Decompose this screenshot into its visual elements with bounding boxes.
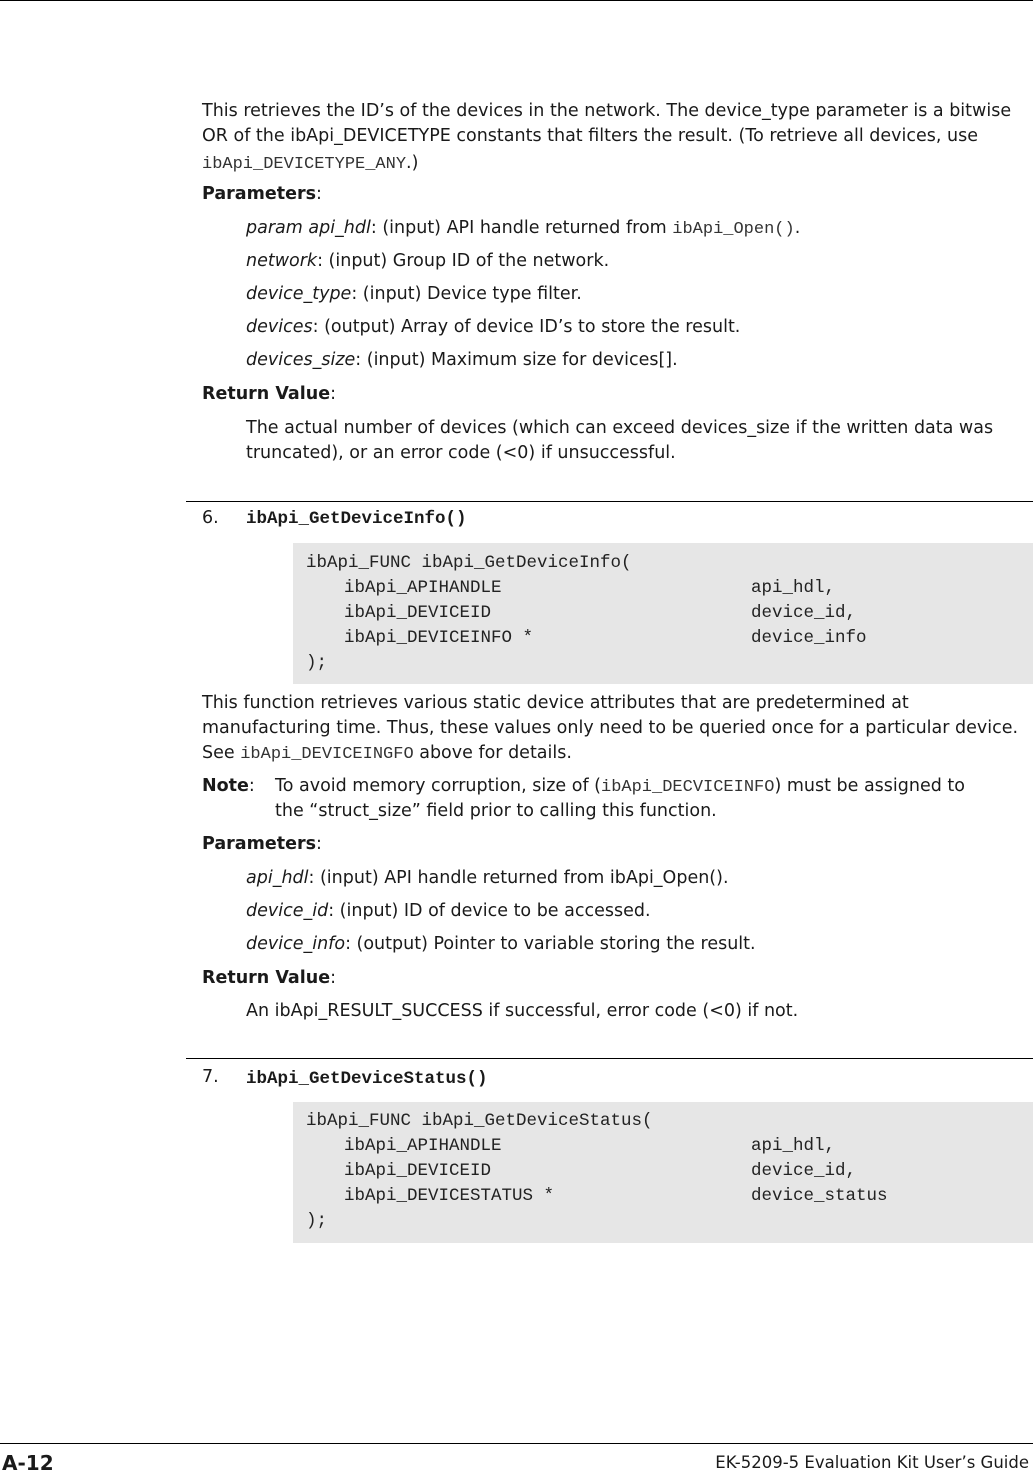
param-item: device_info: (output) Pointer to variable storing the result. [246,934,756,954]
code-var: device_status [751,1186,888,1206]
param-item: device_id: (input) ID of device to be accessed. [246,901,651,921]
section-divider [186,501,1033,502]
desc-line-3: See ibApi_DEVICEINGFO above for details. [202,743,572,764]
param-item: device_type: (input) Device type filter. [246,284,582,304]
code-var: api_hdl, [751,1136,836,1156]
code-block [293,543,1033,684]
intro-line-3: ibApi_DEVICETYPE_ANY.) [202,153,419,174]
top-rule [0,0,1033,1]
code-var: device_id, [751,603,857,623]
parameters-heading: Parameters: [202,184,322,204]
param-item: param api_hdl: (input) API handle returned from ibApi_Open(). [246,218,801,239]
code-block [293,1102,1033,1243]
code-close: ); [306,1211,328,1231]
code-close: ); [306,653,328,673]
code-var: device_info [751,628,867,648]
intro-line-1: This retrieves the ID’s of the devices in the network. The device_type parameter is a bitwise [202,101,1012,121]
code-type: ibApi_DEVICEID [344,603,492,623]
section-number: 7. [202,1067,219,1087]
device-type-any-code: ibApi_DEVICETYPE_ANY [202,155,407,174]
note-label: Note: [202,776,255,796]
code-open: ibApi_FUNC ibApi_GetDeviceStatus( [306,1111,653,1131]
note-line-2: the “struct_size” field prior to calling this function. [275,801,717,821]
page-number: A-12 [2,1451,54,1475]
code-type: ibApi_DEVICESTATUS * [344,1186,555,1206]
param-item: devices: (output) Array of device ID’s to store the result. [246,317,741,337]
code-var: api_hdl, [751,578,836,598]
code-type: ibApi_DEVICEID [344,1161,492,1181]
code-var: device_id, [751,1161,857,1181]
param-item: api_hdl: (input) API handle returned from ibApi_Open(). [246,868,729,888]
desc-line-2: manufacturing time. Thus, these values only need to be queried once for a particular device. [202,718,1019,738]
footer-rule [0,1443,1033,1444]
section-title: ibApi_GetDeviceInfo() [246,509,467,529]
param-item: network: (input) Group ID of the network. [246,251,610,271]
return-value-heading: Return Value: [202,968,336,988]
code-type: ibApi_DEVICEINFO * [344,628,534,648]
intro-line-2: OR of the ibApi_DEVICETYPE constants that filters the result. (To retrieve all devices, use [202,126,978,146]
return-line-2: truncated), or an error code (<0) if unsuccessful. [246,443,676,463]
return-text: An ibApi_RESULT_SUCCESS if successful, error code (<0) if not. [246,1001,799,1021]
param-item: devices_size: (input) Maximum size for devices[]. [246,350,678,370]
guide-title: EK-5209-5 Evaluation Kit User’s Guide [715,1453,1029,1472]
code-open: ibApi_FUNC ibApi_GetDeviceInfo( [306,553,632,573]
section-title: ibApi_GetDeviceStatus() [246,1069,488,1089]
note-line-1: To avoid memory corruption, size of (ibApi_DECVICEINFO) must be assigned to [275,776,965,797]
section-number: 6. [202,508,219,528]
code-type: ibApi_APIHANDLE [344,578,502,598]
section-divider [186,1058,1033,1059]
code-type: ibApi_APIHANDLE [344,1136,502,1156]
parameters-heading: Parameters: [202,834,322,854]
return-value-heading: Return Value: [202,384,336,404]
desc-line-1: This function retrieves various static device attributes that are predetermined at [202,693,909,713]
return-line-1: The actual number of devices (which can exceed devices_size if the written data was [246,418,994,438]
